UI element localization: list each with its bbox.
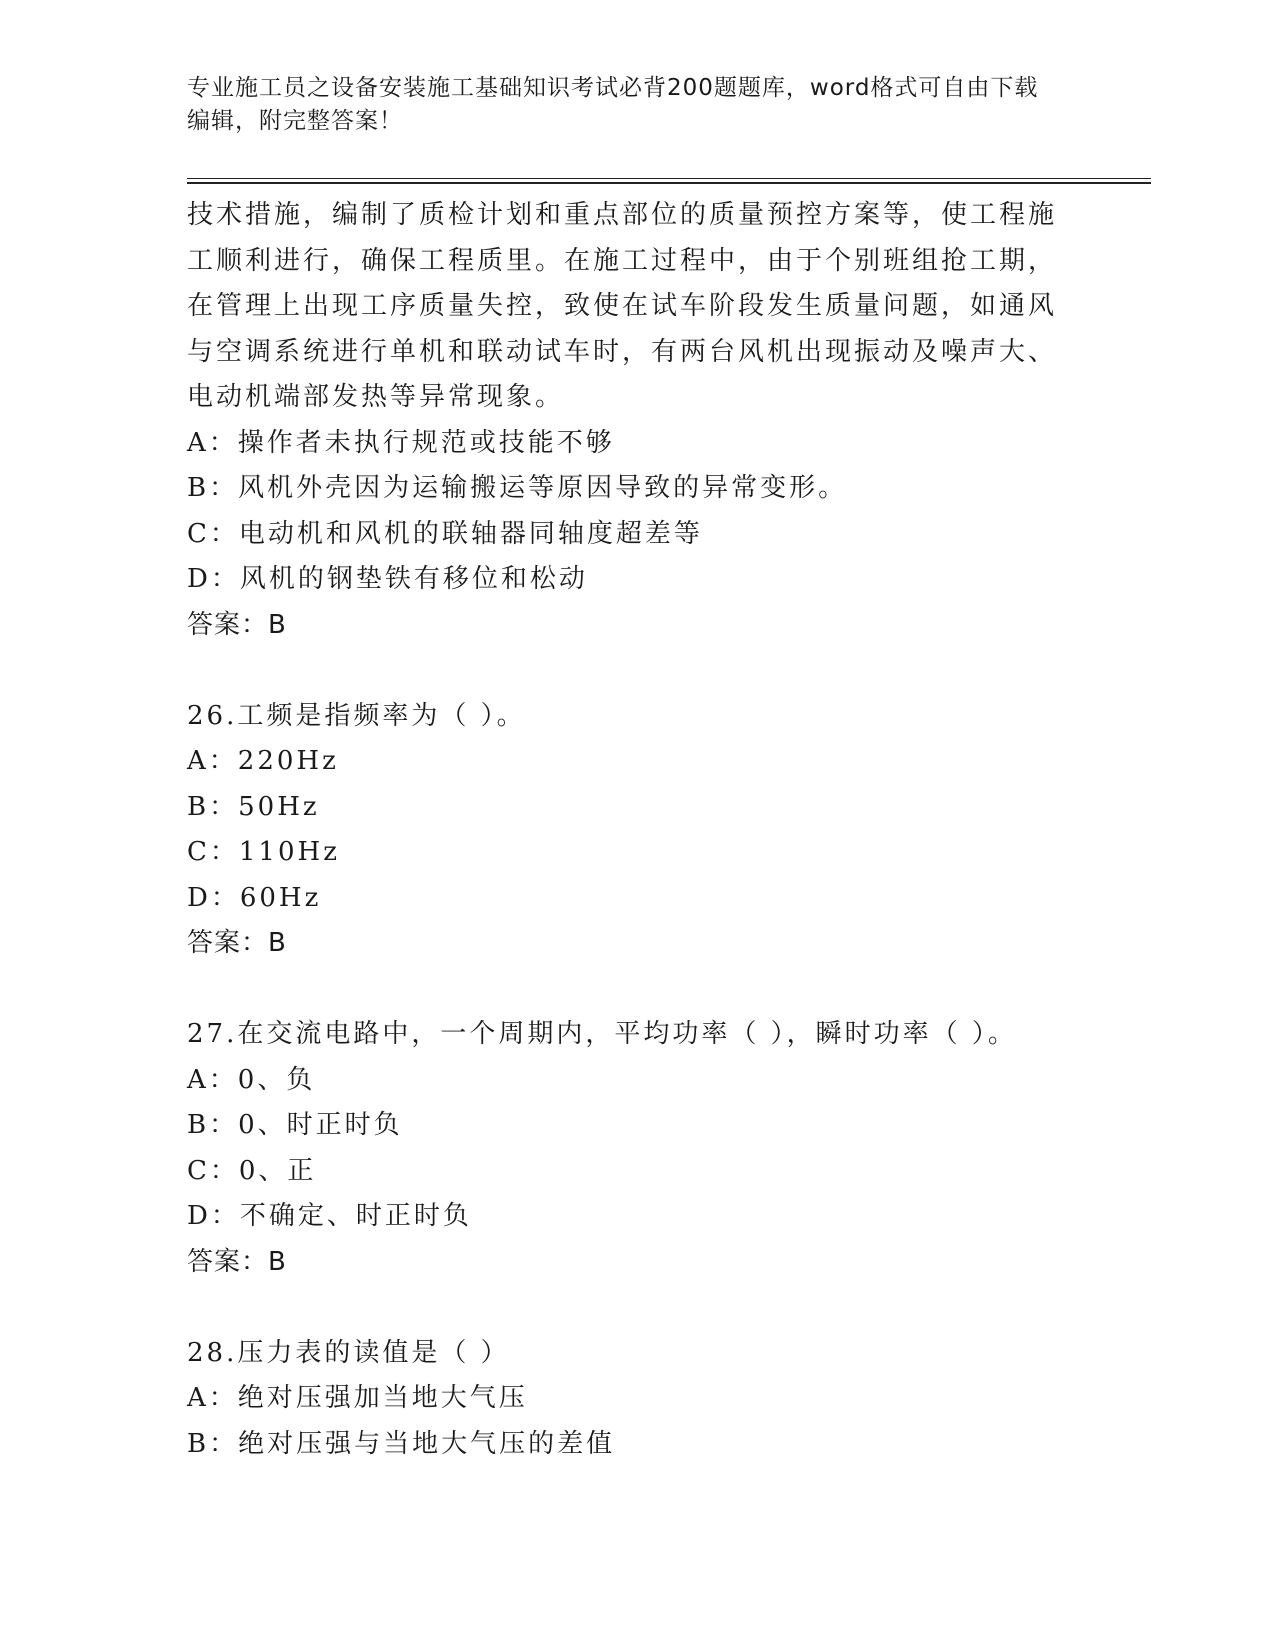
question-28 [187, 1331, 1087, 1468]
question-26-option-b: B：50Hz [187, 791, 320, 822]
question-25-text-line: 在管理上出现工序质量失控，致使在试车阶段发生质量问题，如通风 [187, 291, 1058, 321]
spacer [187, 648, 1087, 694]
question-26 [187, 694, 1087, 967]
question-27-stem: 27.在交流电路中，一个周期内，平均功率（ ），瞬时功率（ ）。 [187, 1019, 1017, 1049]
question-25-text-line: 电动机端部发热等异常现象。 [187, 382, 565, 412]
document-body [187, 193, 1087, 1467]
document-header [187, 72, 1087, 138]
question-28-stem: 28.压力表的读值是（ ） [187, 1337, 510, 1368]
question-27-answer: 答案：B [187, 1246, 287, 1277]
header-divider-thin [187, 178, 1151, 179]
question-27-option-c: C：0、正 [187, 1155, 317, 1186]
question-27-option-a: A：0、负 [187, 1064, 316, 1095]
question-25-option-a: A：操作者未执行规范或技能不够 [187, 427, 615, 458]
question-28-option-b: B：绝对压强与当地大气压的差值 [187, 1428, 616, 1459]
question-27-option-d: D：不确定、时正时负 [187, 1201, 472, 1231]
question-25-option-d: D：风机的钢垫铁有移位和松动 [187, 564, 588, 594]
header-title-line-1: 专业施工员之设备安装施工基础知识考试必背200题题库，word格式可自由下载 [187, 75, 1039, 101]
question-25-text-line: 技术措施，编制了质检计划和重点部位的质量预控方案等，使工程施 [187, 200, 1058, 230]
question-26-option-a: A：220Hz [187, 746, 339, 776]
question-28-option-a: A：绝对压强加当地大气压 [187, 1383, 528, 1413]
question-25-option-b: B：风机外壳因为运输搬运等原因导致的异常变形。 [187, 473, 848, 503]
header-title-line-2: 编辑，附完整答案！ [187, 108, 403, 134]
spacer [187, 967, 1087, 1013]
header-divider-thick [187, 182, 1151, 184]
question-25-answer: 答案：B [187, 609, 287, 640]
question-27 [187, 1012, 1087, 1285]
question-25 [187, 193, 1087, 648]
question-27-option-b: B：0、时正时负 [187, 1110, 403, 1140]
question-26-option-d: D：60Hz [187, 882, 322, 913]
question-26-answer: 答案：B [187, 928, 287, 958]
question-25-text-line: 工顺利进行，确保工程质里。在施工过程中，由于个别班组抢工期， [187, 245, 1058, 276]
question-26-stem: 26.工频是指频率为（ ）。 [187, 700, 526, 731]
question-26-option-c: C：110Hz [187, 837, 340, 867]
question-25-text-line: 与空调系统进行单机和联动试车时，有两台风机出现振动及噪声大、 [187, 336, 1058, 367]
question-25-option-c: C：电动机和风机的联轴器同轴度超差等 [187, 518, 703, 549]
spacer [187, 1285, 1087, 1331]
